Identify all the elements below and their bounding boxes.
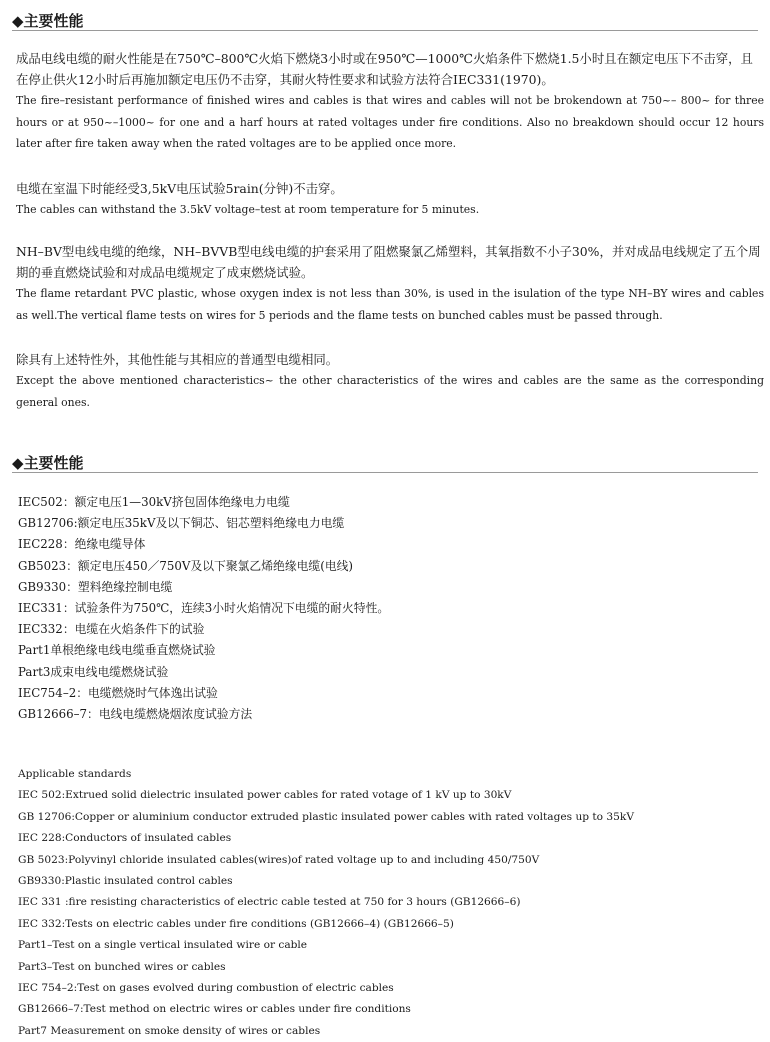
paragraph-flame-retardant [16,241,764,326]
standards-list-zh [18,492,389,725]
list-item: IEC228：绝缘电缆导体 [18,537,146,552]
paragraph-fire-resistance [16,48,764,155]
list-item: GB9330：塑料绝缘控制电缆 [18,579,173,594]
paragraph-en: Except the above mentioned characteristics~ the other characteristics of the wires and cables are the same as the corresponding general ones. [16,374,764,409]
paragraph-zh: NH–BV型电线电缆的绝缘，NH–BVVB型电线电缆的护套采用了阻燃聚氯乙烯塑料，其氧指数不小子30%，并对成品电线规定了五个周期的垂直燃烧试验和对成品电缆规定了成束燃烧试验。 [16,244,761,280]
section-2-header [0,446,770,476]
list-item: Part7 Measurement on smoke density of wires or cables [18,1024,321,1037]
paragraph-voltage-test [16,178,764,221]
list-item: GB12666–7：电线电缆燃烧烟浓度试验方法 [18,707,253,722]
section-2-divider [12,472,758,473]
list-item: IEC 502:Extrued solid dielectric insulated power cables for rated votage of 1 kV up to 30kV [18,789,512,802]
list-item: Part1–Test on a single vertical insulated wire or cable [18,939,308,952]
list-item: GB 5023:Polyvinyl chloride insulated cables(wires)of rated voltage up to and including 450/750V [18,853,540,866]
list-item: IEC 754–2:Test on gases evolved during combustion of electric cables [18,982,394,995]
list-item: IEC 331 :fire resisting characteristics of electric cable tested at 750 for 3 hours (GB12666–6) [18,896,521,909]
section-2-title: ◆主要性能 [12,454,84,472]
paragraph-zh: 除具有上述特性外，其他性能与其相应的普通型电缆相同。 [16,352,339,367]
section-1-title: ◆主要性能 [12,12,84,30]
list-item: GB5023：额定电压450／750V及以下聚氯乙烯绝缘电缆(电线) [18,558,354,573]
paragraph-en: The fire–resistant performance of finished wires and cables is that wires and cables will not be brokendown at 750~– 800~ for three hours or at 950~–1000~ for one and a harf hours at rated voltages under fire conditions. Also no breakdown should occur 12 hours later after fire taken away when the rated voltages are to be applied once more. [16,94,764,150]
paragraph-zh: 成品电线电缆的耐火性能是在750℃–800℃火焰下燃烧3小时或在950℃—1000℃火焰条件下燃烧1.5小时且在额定电压下不击穿，且在停止供火12小时后再施加额定电压仍不击穿，其耐火特性要求和试验方法符合IEC331(1970)。 [16,51,753,87]
paragraph-en: The flame retardant PVC plastic, whose oxygen index is not less than 30%, is used in the isulation of the type NH–BY wires and cables as well.The vertical flame tests on wires for 5 periods and the flame tests on bunched cables must be passed through. [16,287,764,322]
list-item: IEC502：额定电压1—30kV挤包固体绝缘电力电缆 [18,495,290,509]
list-item: IEC332：电缆在火焰条件下的试验 [18,622,205,637]
paragraph-en: The cables can withstand the 3.5kV voltage–test at room temperature for 5 minutes. [16,203,480,216]
section-1-divider [12,30,758,31]
list-item: Part1单根绝缘电线电缆垂直燃烧试验 [18,643,216,658]
list-item: IEC331：试验条件为750℃，连续3小时火焰情况下电缆的耐火特性。 [18,601,390,616]
list-item: GB9330:Plastic insulated control cables [18,875,233,888]
paragraph-zh: 电缆在室温下时能经受3,5kV电压试验5rain(分钟)不击穿。 [16,181,343,196]
list-item: Applicable standards [18,768,132,780]
list-item: GB12706:额定电压35kV及以下铜芯、铝芯塑料绝缘电力电缆 [18,516,345,531]
list-item: IEC 332:Tests on electric cables under fire conditions (GB12666–4) (GB12666–5) [18,917,454,930]
list-item: GB 12706:Copper or aluminium conductor extruded plastic insulated power cables with rated voltages up to 35kV [18,810,634,823]
standards-list-en [18,764,634,1042]
list-item: IEC 228:Conductors of insulated cables [18,832,232,845]
list-item: GB12666–7:Test method on electric wires or cables under fire conditions [18,1003,411,1016]
section-1-header [0,4,770,34]
list-item: Part3–Test on bunched wires or cables [18,960,226,973]
list-item: IEC754–2：电缆燃烧时气体逸出试验 [18,685,218,700]
paragraph-other-characteristics [16,349,764,413]
list-item: Part3成束电线电缆燃烧试验 [18,664,169,679]
